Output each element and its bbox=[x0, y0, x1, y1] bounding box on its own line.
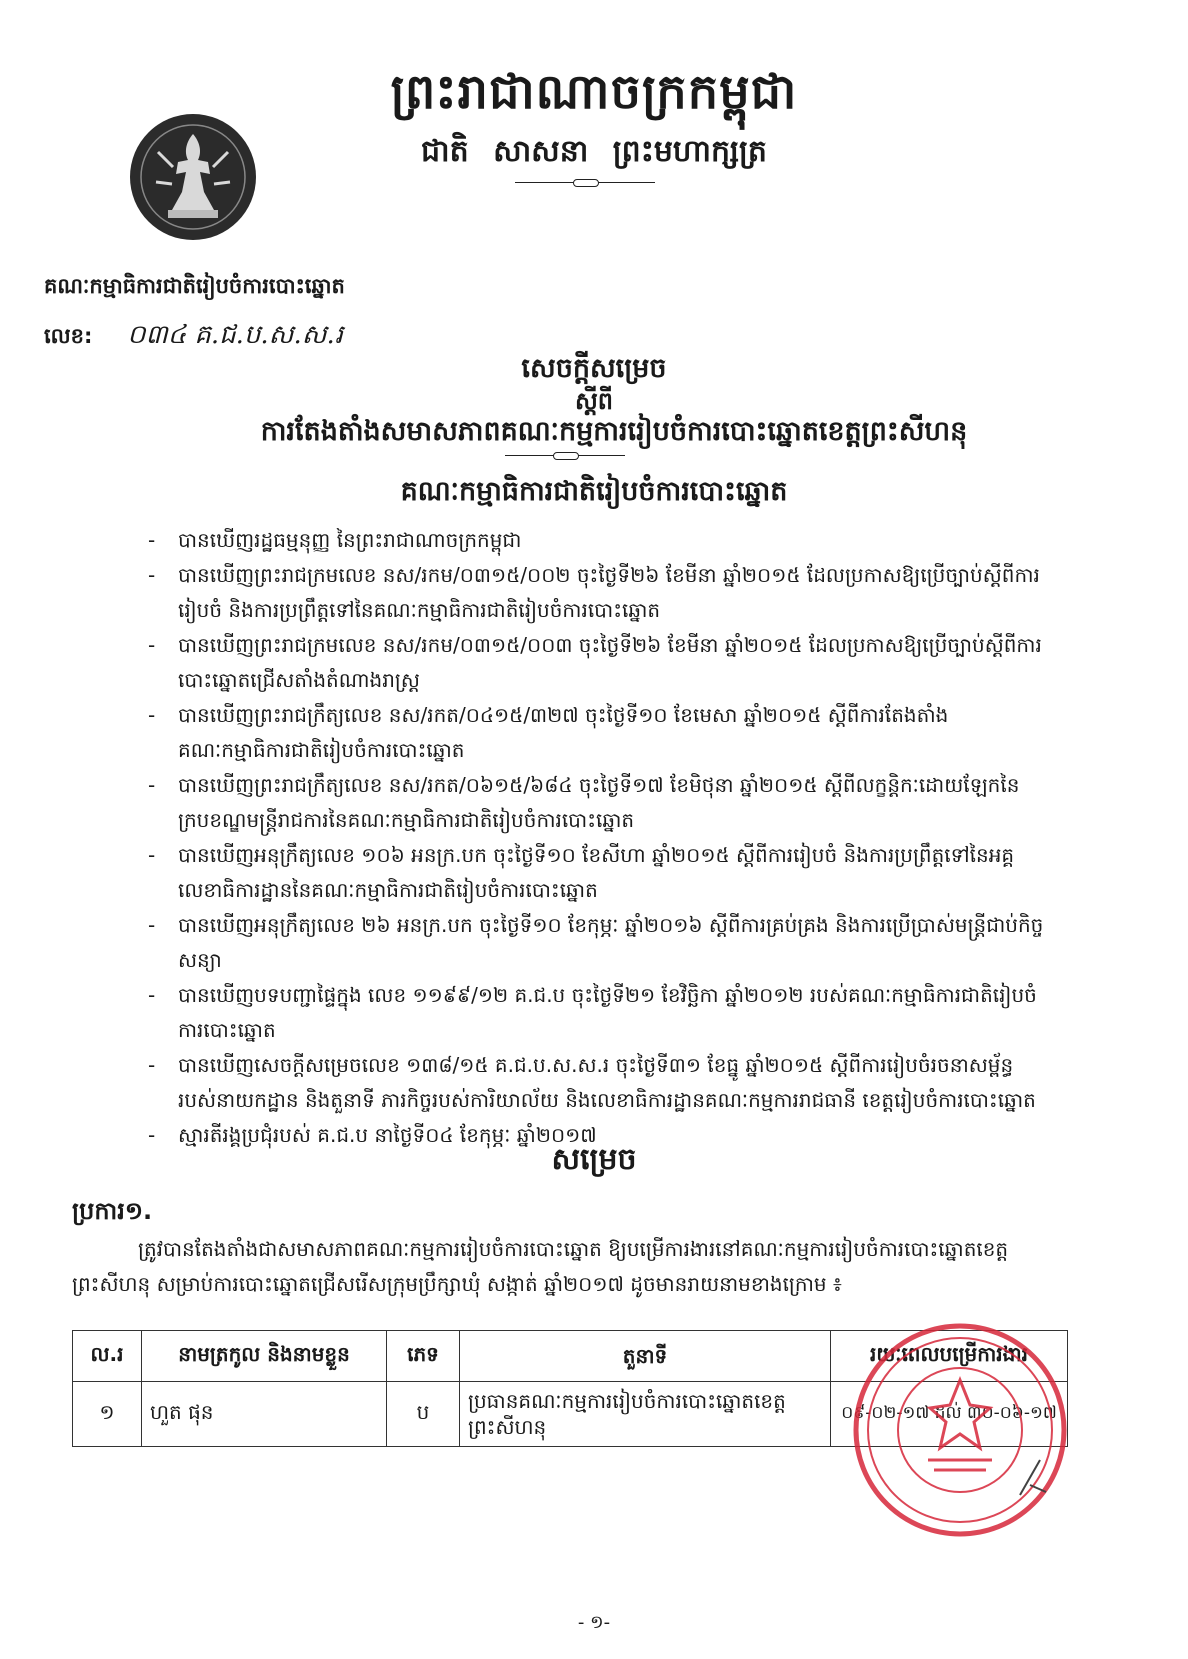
header-divider bbox=[515, 182, 655, 183]
cell-name: ហួត ផុន bbox=[142, 1382, 387, 1447]
recital-item: - បានឃើញព្រះរាជក្រឹត្យលេខ នស/រកត/០៤១៥/៣២៧ ចុះថ្ងៃទី១០ ខែមេសា ឆ្នាំ២០១៥ ស្តីពីការតែងតាំងគណៈកម្មាធិការជាតិរៀបចំការបោះឆ្នោត bbox=[148, 698, 1048, 768]
recital-item: - បានឃើញព្រះរាជក្រមលេខ នស/រកម/០៣១៥/០០៣ ចុះថ្ងៃទី២៦ ខែមីនា ឆ្នាំ២០១៥ ដែលប្រកាសឱ្យប្រើច្បាប់ស្តីពីការបោះឆ្នោតជ្រើសតាំងតំណាងរាស្ត្រ bbox=[148, 628, 1048, 698]
recital-item: - បានឃើញអនុក្រឹត្យលេខ ២៦ អនក្រ.បក ចុះថ្ងៃទី១០ ខែកុម្ភៈ ឆ្នាំ២០១៦ ស្តីពីការគ្រប់គ្រង និងការប្រើប្រាស់មន្ត្រីជាប់កិច្ចសន្យា bbox=[148, 908, 1048, 978]
document-about: ស្តីពី bbox=[574, 387, 614, 415]
reference-label: លេខ: bbox=[44, 324, 93, 348]
national-motto: ជាតិ សាសនា ព្រះមហាក្សត្រ bbox=[421, 134, 767, 169]
recitals-list bbox=[148, 523, 1048, 1153]
title-divider bbox=[505, 455, 625, 456]
decision-heading: សម្រេច bbox=[551, 1142, 637, 1177]
necs-emblem-icon bbox=[128, 112, 258, 242]
recital-item: - បានឃើញរដ្ឋធម្មនុញ្ញ នៃព្រះរាជាណាចក្រកម្ពុជា bbox=[148, 523, 1048, 558]
recital-item: - បានឃើញព្រះរាជក្រមលេខ នស/រកម/០៣១៥/០០២ ចុះថ្ងៃទី២៦ ខែមីនា ឆ្នាំ២០១៥ ដែលប្រកាសឱ្យប្រើច្បាប់ស្តីពីការរៀបចំ និងការប្រព្រឹត្តទៅនៃគណៈកម្មាធិការជាតិរៀបចំការបោះឆ្នោត bbox=[148, 558, 1048, 628]
recital-item: - បានឃើញសេចក្តីសម្រេចលេខ ១៣៨/១៥ គ.ជ.ប.ស.ស.រ ចុះថ្ងៃទី៣១ ខែធ្នូ ឆ្នាំ២០១៥ ស្តីពីការរៀបចំរចនាសម្ព័ន្ធរបស់នាយកដ្ឋាន និងតួនាទី ភារកិច្ចរបស់ការិយាល័យ និងលេខាធិការដ្ឋានគណៈកម្មការរាជធានី ខេត្តរៀបចំការបោះឆ្នោត bbox=[148, 1048, 1048, 1118]
col-header-role: តួនាទី bbox=[460, 1331, 831, 1382]
cell-no: ១ bbox=[73, 1382, 142, 1447]
reference-value: ០៣៤ គ.ជ.ប.ស.ស.រ bbox=[127, 320, 343, 350]
document-subject: ការតែងតាំងសមាសភាពគណៈកម្មការរៀបចំការបោះឆ្នោតខេត្តព្រះសីហនុ bbox=[260, 416, 968, 447]
cell-role: ប្រធានគណៈកម្មការរៀបចំការបោះឆ្នោតខេត្តព្រះសីហនុ bbox=[460, 1382, 831, 1447]
cell-sex: ប bbox=[387, 1382, 460, 1447]
document-type: សេចក្តីសម្រេច bbox=[521, 353, 667, 384]
article-label: ប្រការ១. bbox=[72, 1197, 153, 1225]
issuing-authority: គណៈកម្មាធិការជាតិរៀបចំការបោះឆ្នោត bbox=[400, 476, 788, 507]
col-header-name: នាមត្រកូល និងនាមខ្លួន bbox=[142, 1331, 387, 1382]
col-header-sex: ភេទ bbox=[387, 1331, 460, 1382]
official-seal-icon bbox=[850, 1310, 1070, 1550]
recital-item: - បានឃើញអនុក្រឹត្យលេខ ១០៦ អនក្រ.បក ចុះថ្ងៃទី១០ ខែសីហា ឆ្នាំ២០១៥ ស្តីពីការរៀបចំ និងការប្រព្រឹត្តទៅនៃអគ្គលេខាធិការដ្ឋាននៃគណៈកម្មាធិការជាតិរៀបចំការបោះឆ្នោត bbox=[148, 838, 1048, 908]
cell-term: ០៩-០២-១៧ ដល់ ៣០-០៦-១៧ bbox=[831, 1382, 1068, 1447]
article-text: ត្រូវបានតែងតាំងជាសមាសភាពគណៈកម្មការរៀបចំការបោះឆ្នោត ឱ្យបម្រើការងារនៅគណៈកម្មការរៀបចំការបោះឆ្នោតខេត្តព្រះសីហនុ សម្រាប់ការបោះឆ្នោតជ្រើសរើសក្រុមប្រឹក្សាឃុំ សង្កាត់ ឆ្នាំ២០១៧ ដូចមានរាយនាមខាងក្រោម ៖ bbox=[72, 1237, 1009, 1296]
col-header-no: ល.រ bbox=[73, 1331, 142, 1382]
kingdom-title: ព្រះរាជាណាចក្រកម្ពុជា bbox=[390, 64, 798, 120]
page-number: - ១- bbox=[577, 1612, 611, 1633]
recital-item: - បានឃើញបទបញ្ជាផ្ទៃក្នុង លេខ ១១៩៩/១២ គ.ជ.ប ចុះថ្ងៃទី២១ ខែវិច្ឆិកា ឆ្នាំ២០១២ របស់គណៈកម្មាធិការជាតិរៀបចំការបោះឆ្នោត bbox=[148, 978, 1048, 1048]
recital-item: - ស្មារតីរង្គប្រជុំរបស់ គ.ជ.ប នាថ្ងៃទី០៤ ខែកុម្ភៈ ឆ្នាំ២០១៧ bbox=[148, 1118, 1048, 1153]
recital-item: - បានឃើញព្រះរាជក្រឹត្យលេខ នស/រកត/០៦១៥/៦៨៤ ចុះថ្ងៃទី១៧ ខែមិថុនា ឆ្នាំ២០១៥ ស្តីពីលក្ខន្តិកៈដោយឡែកនៃក្របខណ្ឌមន្ត្រីរាជការនៃគណៈកម្មាធិការជាតិរៀបចំការបោះឆ្នោត bbox=[148, 768, 1048, 838]
col-header-term: រយៈពេលបម្រើការងារ bbox=[831, 1331, 1068, 1382]
issuer-committee: គណៈកម្មាធិការជាតិរៀបចំការបោះឆ្នោត bbox=[44, 274, 345, 298]
reference-number bbox=[44, 318, 343, 356]
